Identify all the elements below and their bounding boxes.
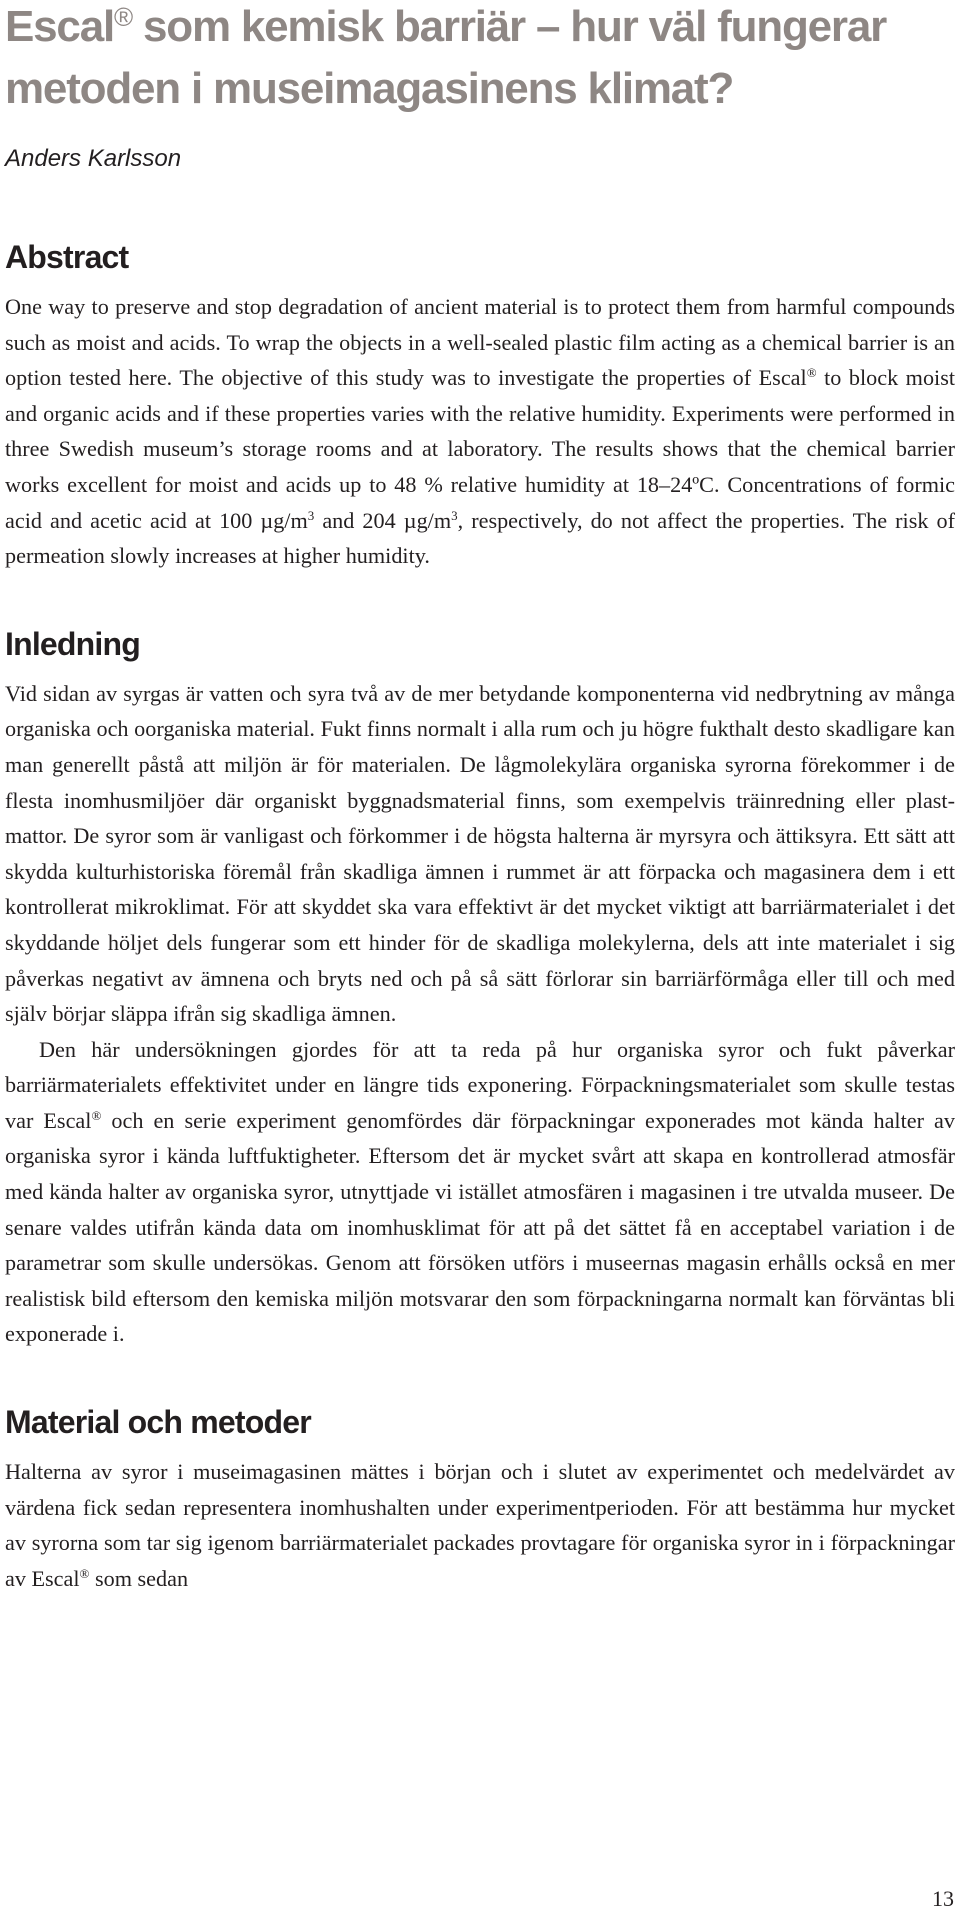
superscript-3: 3	[307, 507, 315, 523]
methods-text-1: Halterna av syror i museimagasinen mättes i början och i slutet av experimentet och medelvärdet av värdena fick sedan representera inomhushalten under experimentperioden. För att bestämma hur mycket av syrorna som tar sig igenom barriärmaterialet packades provtagare för organiska syror in i förpackningar av Escal	[5, 1459, 955, 1591]
registered-mark: ®	[806, 365, 817, 381]
author-name: Anders Karlsson	[5, 145, 182, 172]
title-part-1: Escal	[5, 2, 114, 51]
registered-mark: ®	[114, 2, 132, 32]
abstract-text-4: , respectively, do not affect the properties. The risk of permeation slowly increases at higher humidity.	[5, 507, 955, 569]
abstract-text-3: and 204 µg/m	[314, 507, 452, 533]
registered-mark: ®	[91, 1107, 102, 1123]
abstract-text-1: One way to preserve and stop degradation of ancient material is to protect them from harmful compounds such as moist and acids. To wrap the objects in a well-sealed plastic film acting as a chemical barrier is an option tested here. The objective of this study was to investigate the properties of Escal	[5, 294, 955, 391]
abstract-heading: Abstract	[5, 239, 129, 275]
abstract-text-2: to block moist and organic acids and if these properties varies with the relative humidity. Experiments were performed in three Swedish museum’s storage rooms and at laboratory. The results shows that the chemical barrier works excellent for moist and acids up to 48 % relative humidity at 18–24ºC. Concentrations of formic acid and acetic acid at 100 µg/m	[5, 365, 955, 533]
methods-text-2: som sedan	[89, 1565, 189, 1591]
registered-mark: ®	[79, 1565, 90, 1581]
intro-paragraph-1: Vid sidan av syrgas är vatten och syra två av de mer betydande komponenterna vid nedbrytning av många organiska och oorganiska material. Fukt finns normalt i alla rum och ju högre fukthalt desto skadligare kan man generellt påstå att miljön är för materialen. De lågmolekylära organiska syrorna förekommer i de flesta inomhusmiljöer där organiskt byggnadsmaterial finns, som exempelvis träinredning eller plastmattor. De syror som är vanligast och förkommer i de högsta halterna är myrsyra och ättiksyra. Ett sätt att skydda kulturhistoriska föremål från skadliga ämnen i rummet är att förpacka och magasinera dem i ett kontrollerat mikroklimat. För att skyddet ska vara effektivt är det mycket viktigt att barriärmaterialet i det skyddande höljet dels fungerar som ett hinder för de skadliga molekylerna, dels att inte materialet i sig påverkas negativt av ämnena och bryts ned och på så sätt förlorar sin barriärförmåga eller till och med själv börjar släppa ifrån sig skadliga ämnen.	[5, 680, 955, 1027]
article-title	[5, 0, 955, 120]
abstract-paragraph	[5, 289, 955, 574]
intro-paragraph-2	[5, 1032, 955, 1352]
title-part-2: som kemisk barriär – hur väl fungerar metoden i museimagasinens klimat?	[5, 2, 887, 113]
methods-heading: Material och metoder	[5, 1404, 311, 1441]
superscript-3: 3	[451, 507, 458, 523]
intro-heading: Inledning	[5, 625, 141, 662]
page	[5, 0, 955, 1596]
intro-text-1: Den här undersökningen gjordes för att ta reda på hur organiska syror och fukt påverkar barriärmaterialets effektivitet under en längre tids exponering. Förpackningsmaterialet som skulle testas var Escal	[5, 1036, 955, 1133]
methods-paragraph	[5, 1454, 955, 1596]
page-number: 13	[932, 1886, 954, 1911]
intro-text-2: och en serie experiment genomfördes där förpackningar exponerades mot kända halter av organiska syror i kända luftfuktigheter. Eftersom det är mycket svårt att skapa en kontrollerad atmosfär med kända halter av organiska syror, utnyttjade vi istället atmosfären i magasinen i tre utvalda museer. De senare valdes utifrån kända data om inomhusklimat för att på det sättet få en acceptabel variation i de parametrar som skulle undersökas. Genom att försöken utförs i museernas magasin erhålls också en mer realistisk bild eftersom den kemiska miljön motsvarar den som förpackningarna normalt kan förväntas bli exponerade i.	[5, 1107, 955, 1347]
